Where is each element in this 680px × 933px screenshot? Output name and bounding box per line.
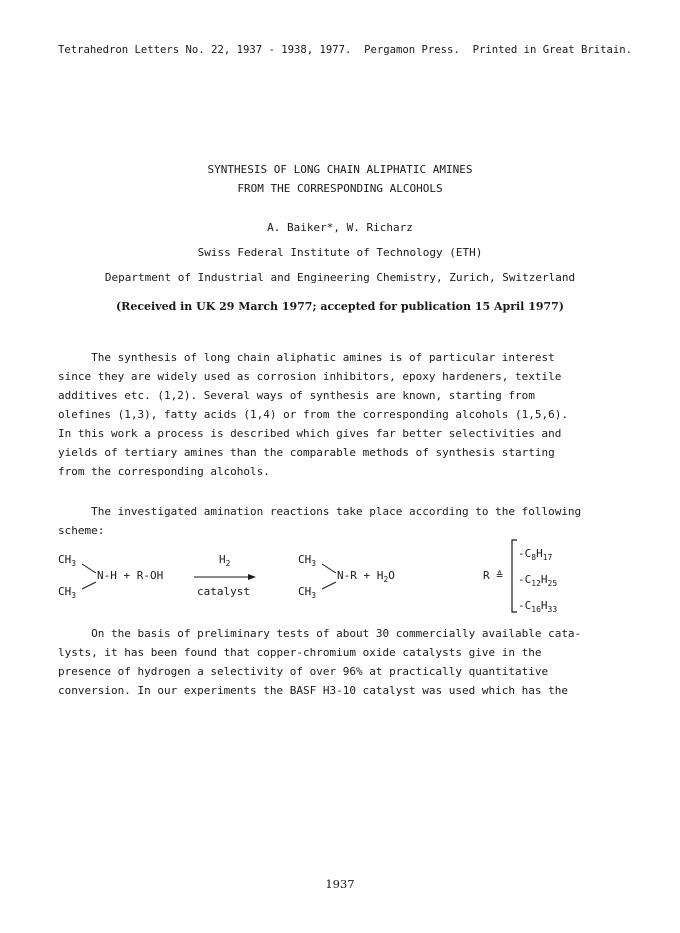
r-bracket [0, 0, 1, 1]
r-option-c16h33: $-C_{16}H_{33}$ [518, 599, 558, 614]
paragraph-line: conversion. In our experiments the BASF H3-10 catalyst was used which has the [58, 684, 568, 697]
ch3-bottom-right: $CH_3$ [298, 585, 317, 600]
reactants: N-H + R-OH [97, 569, 164, 582]
affiliation-department: Department of Industrial and Engineering Chemistry, Zurich, Switzerland [104, 271, 576, 284]
paragraph-line: The synthesis of long chain aliphatic amines is of particular interest [58, 351, 555, 364]
journal-header: Tetrahedron Letters No. 22, 1937 - 1938, 1977. Pergamon Press. Printed in Great Britain. [58, 44, 633, 56]
paragraph-line: yields of tertiary amines than the comparable methods of synthesis starting [58, 446, 555, 459]
paragraph-line: In this work a process is described which gives far better selectivities and [58, 427, 562, 440]
paragraph-line: On the basis of preliminary tests of about 30 commercially available cata- [58, 627, 582, 640]
paper-title-line1: SYNTHESIS OF LONG CHAIN ALIPHATIC AMINES [207, 163, 473, 176]
paragraph-line: The investigated amination reactions take place according to the following [58, 505, 582, 518]
received-note: (Received in UK 29 March 1977; accepted for publication 15 April 1977) [115, 300, 565, 313]
r-equals: R ≙ [483, 569, 503, 582]
r-option-c12h25: $-C_{12}H_{25}$ [518, 573, 558, 588]
ch3-top-left: $CH_3$ [58, 553, 77, 568]
ch3-bottom-left: $CH_3$ [58, 585, 77, 600]
paragraph-line: presence of hydrogen a selectivity of over 96% at practically quantitative [58, 665, 549, 678]
page-number: 1937 [325, 877, 355, 891]
paragraph-line: scheme: [58, 524, 105, 537]
paragraph-line: since they are widely used as corrosion inhibitors, epoxy hardeners, textile [58, 370, 562, 383]
authors: A. Baiker*, W. Richarz [267, 221, 413, 234]
hydrogen-label: $H_2$ [219, 553, 231, 568]
paragraph-line: lysts, it has been found that copper-chromium oxide catalysts give in the [58, 646, 542, 659]
r-option-c8h17: $-C_8H_{17}$ [518, 547, 553, 562]
catalyst-label: catalyst [197, 585, 250, 598]
affiliation-institute: Swiss Federal Institute of Technology (ETH) [197, 246, 483, 259]
paragraph-line: additives etc. (1,2). Several ways of synthesis are known, starting from [58, 389, 535, 402]
paragraph-line: olefines (1,3), fatty acids (1,4) or from the corresponding alcohols (1,5,6). [58, 408, 568, 421]
ch3-top-right: $CH_3$ [298, 553, 317, 568]
paper-title-line2: FROM THE CORRESPONDING ALCOHOLS [237, 182, 443, 195]
products: $N-R + H_2O$ [337, 569, 395, 584]
paragraph-line: from the corresponding alcohols. [58, 465, 270, 478]
